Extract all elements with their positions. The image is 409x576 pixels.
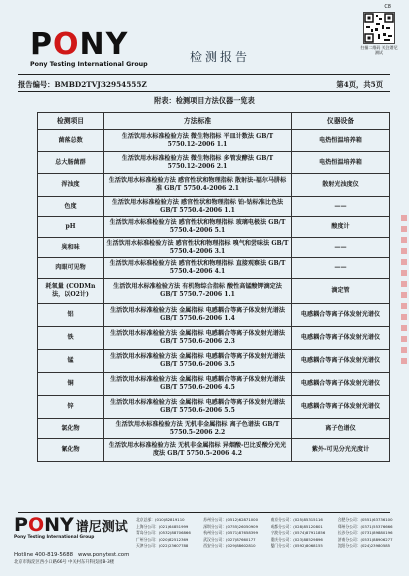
cell-item: 锰: [38, 350, 104, 373]
office-contact: 南京分公司：(025)85315116: [270, 517, 323, 522]
office-contacts: [136, 517, 401, 550]
table-row: [38, 327, 390, 350]
cell-item: 铜: [38, 373, 104, 396]
cell-method: 生活饮用水标准检验方法 金属指标 电感耦合等离子体发射光谱法 GB/T 5750.6-2006 5.5: [104, 396, 292, 419]
cell-item: 铁: [38, 327, 104, 350]
office-contact: 北京总部：(010)82819110: [136, 517, 185, 522]
footer-logo-cn: 谱尼测试: [75, 520, 128, 535]
header-item: 检测项目: [38, 113, 104, 130]
cell-equipment: 散射光浊度仪: [292, 174, 390, 197]
cell-method: 生活饮用水标准检验方法 有机物综合指标 酸性高锰酸钾滴定法 GB/T 5750.7-2006 1.1: [104, 279, 292, 304]
table-row: [38, 152, 390, 174]
cell-equipment: 电感耦合等离子体发射光谱仪: [292, 304, 390, 327]
cell-equipment: 滴定管: [292, 279, 390, 304]
table-row: [38, 373, 390, 396]
table-row: [38, 279, 390, 304]
cell-method: 生活饮用水标准检验方法 感官性状和物理指标 嗅气和尝味法 GB/T 5750.4-2006 3.1: [104, 238, 292, 258]
cell-method: 生活饮用水标准检验方法 无机非金属指标 异烟酸-巴比妥酸分光光度法 GB/T 5750.5-2006 4.2: [104, 439, 292, 462]
office-contact: 济南分公司：(0531)88906277: [337, 536, 393, 542]
corner-code: C8: [384, 4, 391, 10]
cell-equipment: 酸度计: [292, 217, 390, 238]
table-row: [38, 238, 390, 258]
office-contact: 成都分公司：(028)85120801: [270, 523, 323, 529]
header-rule: [18, 74, 390, 75]
office-contact: 深圳分公司：(0755)26050909: [203, 523, 258, 529]
cell-method: 生活饮用水标准检验方法 金属指标 电感耦合等离子体发射光谱法 GB/T 5750.6-2006 2.3: [104, 327, 292, 350]
cell-equipment: 紫外-可见分光光度计: [292, 439, 390, 462]
hotline: Hotline 400-819-5688: [14, 552, 74, 558]
cell-item: 总大肠菌群: [38, 152, 104, 174]
table-row: [38, 439, 390, 462]
cell-method: 生活饮用水标准检验方法 感官性状和物理指标 铂-钴标准比色法 GB/T 5750.4-2006 1.1: [104, 197, 292, 217]
cell-equipment: 电热恒温培养箱: [292, 130, 390, 152]
cell-item: pH: [38, 217, 104, 238]
table-row: [38, 197, 390, 217]
cell-item: 色度: [38, 197, 104, 217]
subheader-rule: [18, 91, 390, 92]
cell-equipment: ——: [292, 197, 390, 217]
seal-stamp-icon: [401, 215, 407, 365]
office-contact: 合肥分公司：(0551)63736100: [337, 517, 393, 522]
office-contact: 杭州分公司：(0571)87658399: [203, 530, 258, 536]
footer-logo-en: Pony Testing International Group: [14, 535, 95, 540]
office-contact: 苏州分公司：(0512)62871000: [203, 517, 258, 522]
table-row: [38, 350, 390, 373]
logo-subtitle: Pony Testing International Group: [30, 61, 148, 68]
qr-caption: 扫描二维码 关注谱尼测试: [360, 45, 398, 55]
office-contact: 宁波分公司：(0574)87911856: [270, 530, 326, 536]
footer-wordmark: PONY: [14, 514, 74, 536]
table-row: [38, 217, 390, 238]
cell-equipment: 电感耦合等离子体发射光谱仪: [292, 350, 390, 373]
table-row: [38, 174, 390, 197]
cell-equipment: 离子色谱仪: [292, 419, 390, 439]
report-title: 检测报告: [190, 50, 251, 64]
cell-equipment: ——: [292, 238, 390, 258]
cell-item: 氰化物: [38, 439, 104, 462]
cell-item: 菌落总数: [38, 130, 104, 152]
cell-item: 锌: [38, 396, 104, 419]
cell-method: 生活饮用水标准检验方法 微生物指标 多管发酵法 GB/T 5750.12-2006 2.1: [104, 152, 292, 174]
pony-logo: [30, 27, 148, 68]
page-number: 第4页，共5页: [336, 80, 383, 89]
cell-item: 臭和味: [38, 238, 104, 258]
office-contact: 广州分公司：(020)82512369: [136, 536, 189, 542]
footer-logo: [14, 516, 128, 540]
footer-rule: [18, 512, 390, 513]
header-equipment: 仪器设备: [292, 113, 390, 130]
cell-method: 生活饮用水标准检验方法 金属指标 电感耦合等离子体发射光谱法 GB/T 5750.6-2006 4.5: [104, 373, 292, 396]
cell-equipment: 电热恒温培养箱: [292, 152, 390, 174]
table-row: [38, 396, 390, 419]
cell-method: 生活饮用水标准检验方法 感官性状和物理指标 玻璃电极法 GB/T 5750.4-2006 5.1: [104, 217, 292, 238]
table-row: [38, 419, 390, 439]
table-row: [38, 304, 390, 327]
cell-method: 生活饮用水标准检验方法 金属指标 电感耦合等离子体发射光谱法 GB/T 5750.6-2006 3.5: [104, 350, 292, 373]
cell-method: 生活饮用水标准检验方法 感官性状和物理指标 散射法-福尔马肼标准 GB/T 5750.4-2006 2.1: [104, 174, 292, 197]
footer: [14, 516, 399, 574]
website-link[interactable]: www.ponytest.com: [78, 552, 130, 558]
cell-equipment: 电感耦合等离子体发射光谱仪: [292, 327, 390, 350]
table-body: [38, 130, 390, 462]
cell-method: 生活饮用水标准检验方法 无机非金属指标 离子色谱法 GB/T 5750.5-2006 2.2: [104, 419, 292, 439]
address: 北京市海淀区西小口路66号 中关村东升科技园B-3楼: [14, 560, 115, 565]
methods-table: [37, 112, 390, 462]
cell-item: 浑浊度: [38, 174, 104, 197]
cell-method: 生活饮用水标准检验方法 金属指标 电感耦合等离子体发射光谱法 GB/T 5750.6-2006 1.4: [104, 304, 292, 327]
cell-item: 氯化物: [38, 419, 104, 439]
office-contact: 重庆分公司：(023)88529896: [270, 536, 323, 542]
cell-item: 肉眼可见物: [38, 258, 104, 279]
office-contact: 天津分公司：(022)23607788: [136, 543, 189, 549]
office-contact: 郑州分公司：(0371)55376666: [337, 523, 393, 529]
qr-code-icon: [363, 12, 395, 44]
cell-equipment: 电感耦合等离子体发射光谱仪: [292, 396, 390, 419]
logo-wordmark: PONY: [30, 27, 129, 62]
table-caption: 附表：检测项目方法仪器一览表: [154, 96, 255, 105]
table-header-row: [38, 113, 390, 130]
office-contact: 西安分公司：(029)88602810: [203, 543, 256, 549]
office-contact: 厦门分公司：(0592)8068155: [270, 543, 323, 549]
cell-item: 耗氧量 (CODMn法，以O2计): [38, 279, 104, 304]
office-contact: 沈阳分公司：(024)23980585: [337, 543, 391, 549]
header-method: 方法标准: [104, 113, 292, 130]
cell-equipment: ——: [292, 258, 390, 279]
cell-method: 生活饮用水标准检验方法 感官性状和物理指标 直接观察法 GB/T 5750.4-2006 4.1: [104, 258, 292, 279]
office-contact: 青岛分公司：(0532)88706866: [136, 530, 191, 536]
office-contact: 上海分公司：(021)64851999: [136, 523, 189, 529]
office-contact: 长沙分公司：(0731)89880196: [337, 530, 393, 536]
cell-method: 生活饮用水标准检验方法 微生物指标 平皿计数法 GB/T 5750.12-2006 1.1: [104, 130, 292, 152]
table-row: [38, 258, 390, 279]
table-row: [38, 130, 390, 152]
office-contact: 武汉分公司：(027)87660177: [203, 536, 256, 542]
cell-equipment: 电感耦合等离子体发射光谱仪: [292, 373, 390, 396]
report-number: 报告编号：BMBD2TVJ32954555Z: [18, 80, 147, 89]
cell-item: 铝: [38, 304, 104, 327]
